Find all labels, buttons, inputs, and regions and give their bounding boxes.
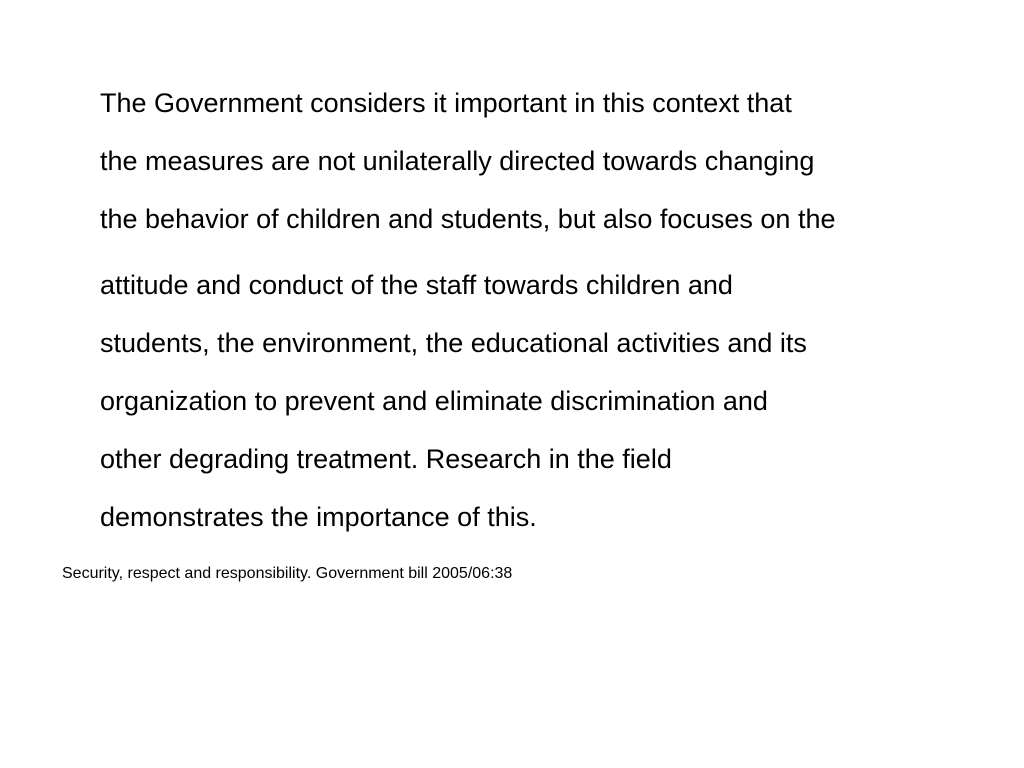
citation: Security, respect and responsibility. Government bill 2005/06:38 <box>62 565 513 582</box>
quote-line: the measures are not unilaterally directed towards changing <box>100 146 815 176</box>
quote-line: demonstrates the importance of this. <box>100 502 537 532</box>
quote-line: other degrading treatment. Research in the field <box>100 444 672 474</box>
quote-line: students, the environment, the educational activities and its <box>100 328 807 358</box>
quote-line: The Government considers it important in this context that <box>100 88 792 118</box>
quote-line: the behavior of children and students, but also focuses on the <box>100 204 836 234</box>
quote-line: attitude and conduct of the staff towards children and <box>100 270 733 300</box>
quote-line: organization to prevent and eliminate discrimination and <box>100 386 768 416</box>
quote-text-block <box>100 74 980 546</box>
